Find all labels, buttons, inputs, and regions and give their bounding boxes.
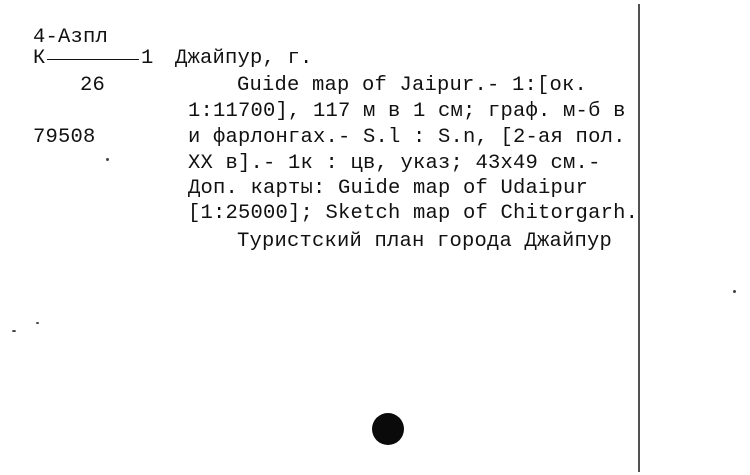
scan-speck [36,322,39,324]
scan-speck [106,158,109,161]
scan-speck [12,330,16,332]
shelf-letter: К [33,47,46,70]
body-line-5: Доп. карты: Guide map of Udaipur [188,177,589,200]
body-line-3: и фарлонгах.- S.l : S.n, [2-ая пол. [188,126,626,149]
shelf-number: 1 [141,47,154,70]
punch-hole [372,413,404,445]
body-line-1: Guide map of Jaipur.- 1:[ок. [237,74,588,97]
section-code: 4-Азпл [33,26,109,49]
scan-fold-line [638,4,640,472]
inventory-number: 79508 [33,126,96,149]
card-heading: Джайпур, г. [175,47,313,70]
copy-number: 26 [80,74,106,97]
body-line-2: 1:11700], 117 м в 1 см; граф. м-б в [188,100,626,123]
body-line-6: [1:25000]; Sketch map of Chitorgarh. [188,202,639,225]
translated-title: Туристский план города Джайпур [237,230,613,253]
shelf-rule [47,59,139,60]
body-line-4: XX в].- 1к : цв, указ; 43x49 см.- [188,152,601,175]
scan-speck [733,290,736,293]
